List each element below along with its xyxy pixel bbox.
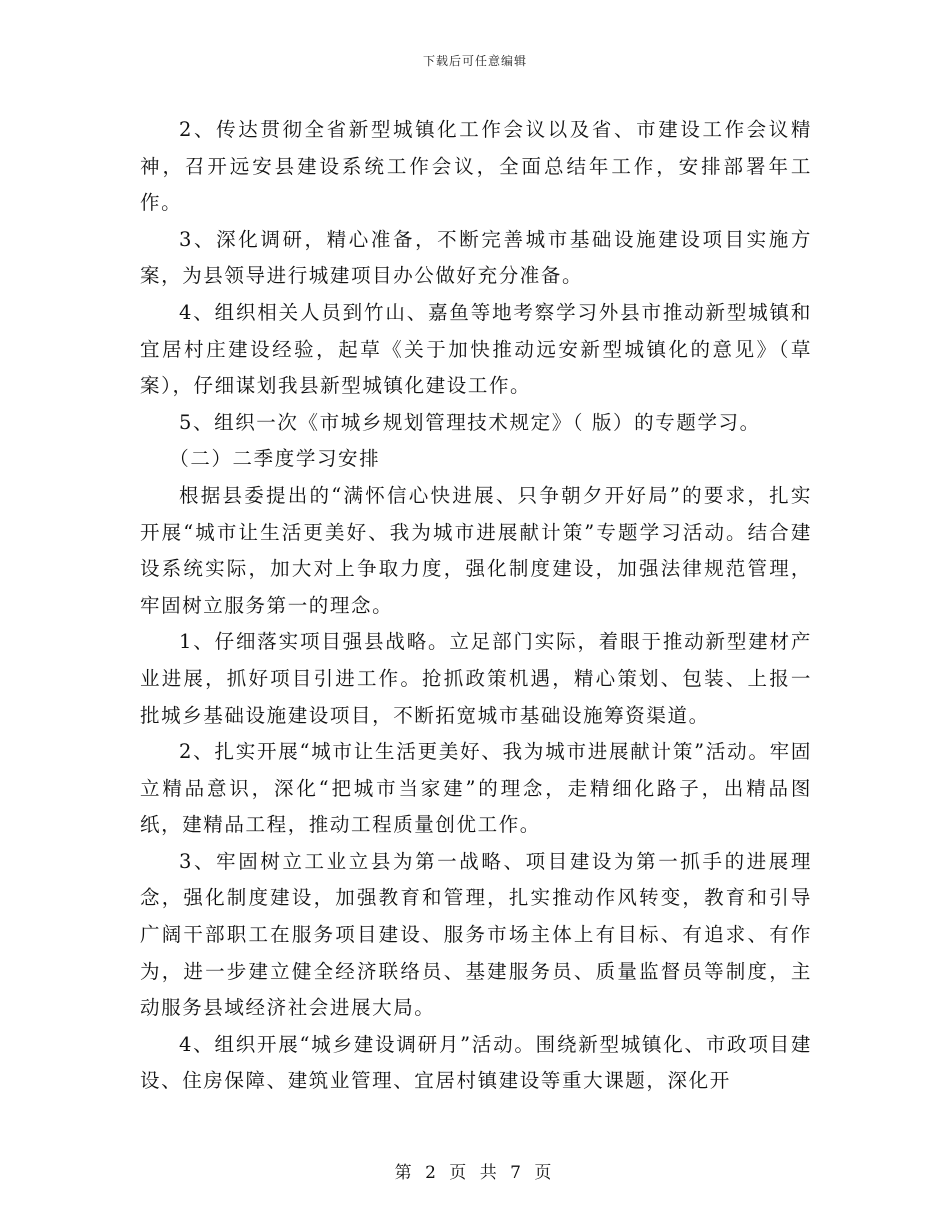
paragraph-item-5: 5、组织一次《市城乡规划管理技术规定》（ 版）的专题学习。 bbox=[179, 410, 761, 434]
paragraph-q2-item-2: 2、扎实开展“城市让生活更美好、我为城市进展献计策”活动。牢固立精品意识，深化“把城市当家建”的理念，走精细化路子，出精品图纸，建精品工程，推动工程质量创优工作。 bbox=[140, 740, 812, 837]
paragraph-item-3: 3、深化调研，精心准备，不断完善城市基础设施建设项目实施方案，为县领导进行城建项目办公做好充分准备。 bbox=[140, 227, 812, 288]
section-heading-q2: （二）二季度学习安排 bbox=[169, 447, 381, 471]
page-number: 第 2 页 共 7 页 bbox=[394, 1163, 556, 1183]
paragraph-item-2: 2、传达贯彻全省新型城镇化工作会议以及省、市建设工作会议精神，召开远安县建设系统工作会议，全面总结年工作，安排部署年工作。 bbox=[140, 118, 812, 215]
paragraph-q2-item-1: 1、仔细落实项目强县战略。立足部门实际，着眼于推动新型建材产业进展，抓好项目引进工作。抢抓政策机遇，精心策划、包装、上报一批城乡基础设施建设项目，不断拓宽城市基础设施筹资渠道。 bbox=[140, 630, 812, 727]
paragraph-q2-item-3: 3、牢固树立工业立县为第一战略、项目建设为第一抓手的进展理念，强化制度建设，加强教育和管理，扎实推动作风转变，教育和引导广阔干部职工在服务项目建设、服务市场主体上有目标、有追求、有作为，进一步建立健全经济联络员、基建服务员、质量监督员等制度，主动服务县域经济社会进展大局。 bbox=[140, 849, 812, 1020]
paragraph-q2-item-4: 4、组织开展“城乡建设调研月”活动。围绕新型城镇化、市政项目建设、住房保障、建筑业管理、宜居村镇建设等重大课题，深化开 bbox=[140, 1032, 812, 1093]
paragraph-item-4: 4、组织相关人员到竹山、嘉鱼等地考察学习外县市推动新型城镇和宜居村庄建设经验，起草《关于加快推动远安新型城镇化的意见》（草案），仔细谋划我县新型城镇化建设工作。 bbox=[140, 300, 812, 398]
paragraph-intro-q2: 根据县委提出的“满怀信心快进展、只争朝夕开好局”的要求，扎实开展“城市让生活更美好、我为城市进展献计策”专题学习活动。结合建设系统实际，加大对上争取力度，强化制度建设，加强法律规范管理，牢固树立服务第一的理念。 bbox=[140, 483, 812, 617]
page-header: 下载后可任意编辑 bbox=[422, 54, 527, 68]
document-body bbox=[140, 112, 812, 1100]
